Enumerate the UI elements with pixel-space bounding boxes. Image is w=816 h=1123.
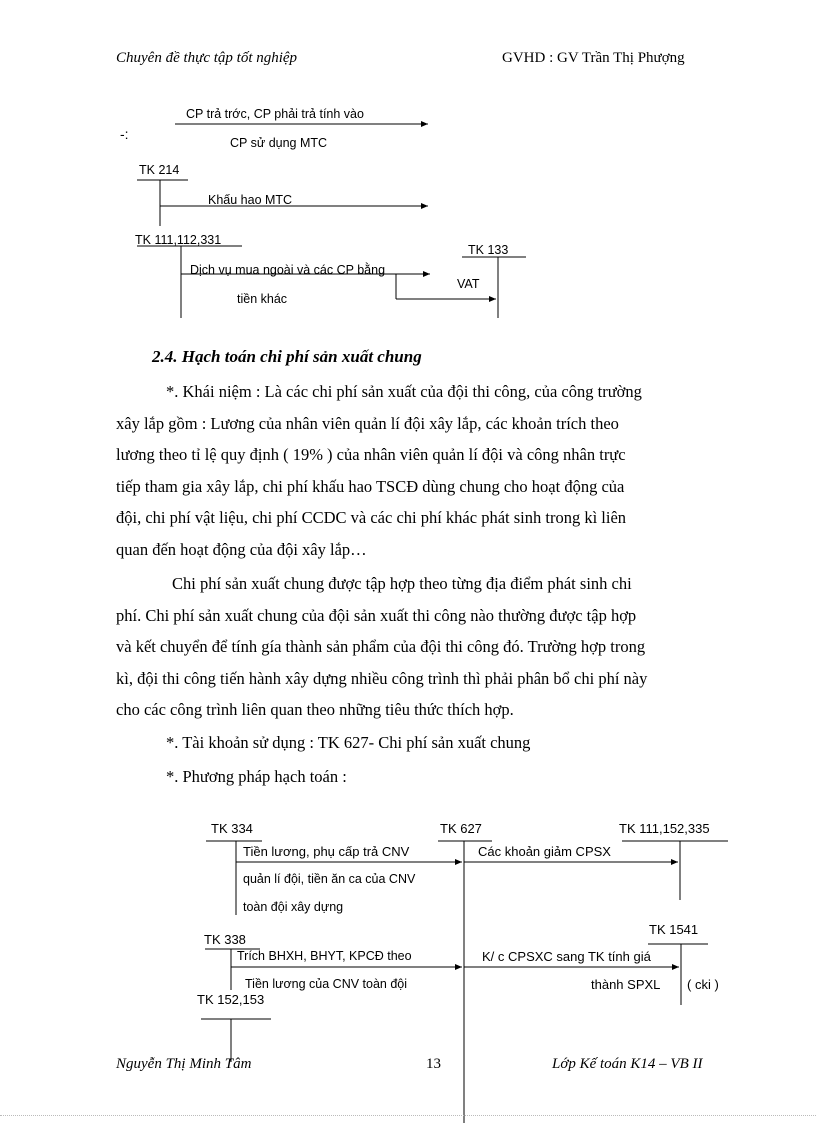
tk111-2-label: TK 111,152,335 xyxy=(619,821,710,836)
transfer-label-1: K/ c CPSXC sang TK tính giá xyxy=(482,949,651,964)
transfer-note: ( cki ) xyxy=(687,977,719,992)
vat-label: VAT xyxy=(457,277,480,291)
para2-line: kì, đội thi công tiến hành xây dựng nhiều công trình thì phải phân bổ chi phí này xyxy=(116,668,648,688)
tk334-label: TK 334 xyxy=(211,821,253,836)
concept-line: đội, chi phí vật liệu, chi phí CCDC và các chi phí khác phát sinh trong kì liên xyxy=(116,508,627,528)
para2 xyxy=(116,568,738,726)
concept-line: tiếp tham gia xây lắp, chi phí khấu hao TSCĐ dùng chung cho hoạt động của xyxy=(116,476,625,496)
insurance-label-1: Trích BHXH, BHYT, KPCĐ theo xyxy=(237,949,412,963)
tk214-label: TK 214 xyxy=(139,163,180,177)
services-label-2: tiền khác xyxy=(237,292,288,306)
wage-label-2: quản lí đội, tiền ăn ca của CNV xyxy=(243,872,416,886)
para2-line: cho các công trình liên quan theo những tiêu thức thích hợp. xyxy=(116,700,514,720)
concept-paragraph xyxy=(116,376,738,566)
tk1541-label: TK 1541 xyxy=(649,922,699,937)
account-line: *. Tài khoản sử dụng : TK 627- Chi phí sản xuất chung xyxy=(166,733,531,752)
para2-line: và kết chuyển để tính gía thành sản phẩm của đội thi công đó. Trường hợp trong xyxy=(116,637,646,657)
wage-label-1: Tiền lương, phụ cấp trả CNV xyxy=(243,844,410,859)
header-right: GVHD : GV Trần Thị Phượng xyxy=(502,50,685,66)
header-left: Chuyên đề thực tập tốt nghiệp xyxy=(116,50,298,66)
wage-label-3: toàn đội xây dựng xyxy=(243,900,344,914)
footer-author: Nguyễn Thị Minh Tâm xyxy=(116,1056,252,1072)
para2-line: phí. Chi phí sản xuất chung của đội sản xuất thi công nào thường được tập hợp xyxy=(116,605,637,625)
transfer-label-2: thành SPXL xyxy=(591,977,661,992)
section-heading: 2.4. Hạch toán chi phí sản xuất chung xyxy=(152,347,422,366)
footer-class: Lớp Kế toán K14 – VB II xyxy=(552,1056,703,1072)
tk133-label: TK 133 xyxy=(468,243,509,257)
marker: -: xyxy=(120,126,129,142)
tk152-label: TK 152,153 xyxy=(197,992,265,1007)
tk338-label: TK 338 xyxy=(204,932,246,947)
page-number: 13 xyxy=(426,1056,441,1072)
concept-line: xây lắp gồm : Lương của nhân viên quản lí đội xây lắp, các khoản trích theo xyxy=(116,413,619,433)
tk111-label: TK 111,112,331 xyxy=(135,233,222,247)
prepaid-label-1: CP trả trớc, CP phải trả tính vào xyxy=(186,107,364,121)
reductions-label: Các khoản giảm CPSX xyxy=(478,844,611,859)
insurance-label-2: Tiền lương của CNV toàn đội xyxy=(245,977,408,991)
para2-line: Chi phí sản xuất chung được tập hợp theo từng địa điểm phát sinh chi xyxy=(172,574,632,593)
depreciation-label: Khấu hao MTC xyxy=(208,193,293,207)
tk627-label: TK 627 xyxy=(440,821,482,836)
concept-line: lương theo tỉ lệ quy định ( 19% ) của nhân viên quản lí đội và công nhân trực xyxy=(116,445,626,465)
method-line: *. Phương pháp hạch toán : xyxy=(166,767,347,786)
concept-line: quan đến hoạt động của đội xây lắp… xyxy=(116,539,367,559)
prepaid-label-2: CP sử dụng MTC xyxy=(230,136,328,150)
services-label-1: Dịch vụ mua ngoài và các CP bằng xyxy=(190,263,386,277)
page-bottom-divider xyxy=(0,1115,816,1116)
concept-line: *. Khái niệm : Là các chi phí sản xuất của đội thi công, của công trường xyxy=(166,382,642,401)
